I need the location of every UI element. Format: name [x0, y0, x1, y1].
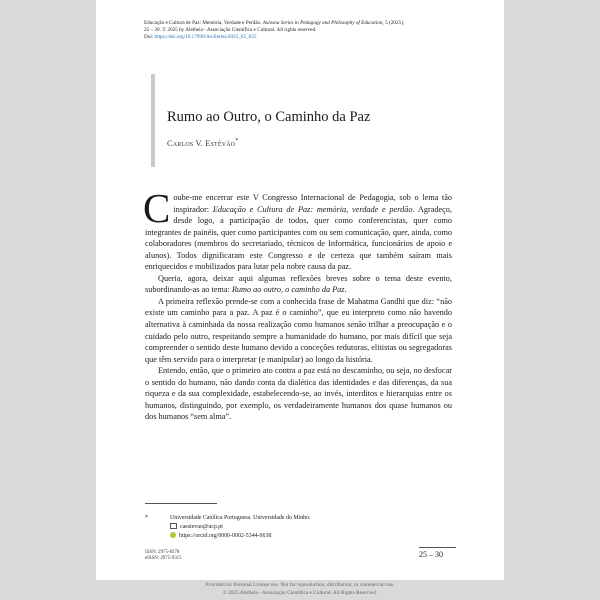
issn-print: ISSN: 2975-8378	[145, 550, 180, 555]
footnote-divider	[145, 503, 217, 504]
orcid-icon	[170, 532, 176, 538]
footnote-orcid	[170, 532, 452, 541]
citation-line-2: 25 – 30. © 2025 by Aletheia - Associação Científica e Cultural. All rights reserved.	[144, 27, 317, 33]
page-range: 25 – 30	[419, 550, 443, 559]
author-footnote-mark[interactable]: *	[235, 138, 239, 144]
series-name: Axiosna Series in Pedagogy and Philosophy of Education	[262, 20, 383, 26]
paragraph-2: Queria, agora, deixar aqui algumas reflexões breves sobre o tema deste evento, subordinando-as ao tema: Rumo ao outro, o caminho da Paz.	[145, 273, 452, 295]
paragraph-1: Coube-me encerrar este V Congresso Internacional de Pedagogia, sob o lema tão inspirador: Educação e Cultura de Paz: memória, verdade e perdão. Agradeço, desde logo, a participação de todos, quer como conferencistas, quer como integrantes de painéis, quer como participantes com ou sem comunicação, quer, ainda, como colaboradores (membros do secretariado, técnicos de Informática, funcionários de apoio e alunos). Todos dignificaram este Congresso e de certeza que também saíram mais enriquecidos e mobilizados para lutar pela nobre causa da paz.	[143, 185, 452, 272]
paragraph-4: Entendo, então, que o primeiro ato contra a paz está no descaminho, ou seja, no desfocar o sentido do humano, não dando conta da dialética das identidades e das diferenças, da sua riqueza e da sua complexidade, estabelecendo-se, ao invés, interditos e hierarquias entre os humanos, distinguindo, por exemplo, os verdadeiramente humanos dos quase humanos ou dos humanos “sem alma”.	[145, 366, 452, 422]
footnote-mark: *	[145, 515, 148, 521]
issn-electronic: eISSN: 2975-9315	[145, 556, 182, 562]
footnote-email	[170, 523, 452, 532]
mail-icon	[170, 523, 177, 529]
paragraph-3: A primeira reflexão prende-se com a conhecida frase de Mahatma Gandhi que diz: “não existe um caminho para a paz. A paz é o caminho”, que eu interpreto como não havendo alternativa à caminhada da nossa realização como humanos senão trilhar a preocupação e o cuidado pelo outro, respeitando sempre a humanidade do humano, por mais difícil que seja compreender o sentido deste humano devido a conceções redutoras, elitistas ou segregadoras que têm servido para o interpretar (e manipular) ao longo da história.	[145, 296, 452, 364]
article-body	[143, 185, 452, 423]
orcid-link[interactable]: https://orcid.org/0000-0002-5344-0638	[179, 533, 272, 539]
doi-line: Doi: https://doi.org/10.17990/AxiSeries/2025_05_025	[144, 34, 257, 40]
license-line-2: © 2025 Aletheia - Associação Científica e Cultural. All Rights Reserved.	[222, 590, 378, 596]
doi-link[interactable]: https://doi.org/10.17990/AxiSeries/2025_05_025	[154, 34, 257, 40]
author-name: Carlos V. Estêvão	[167, 138, 236, 148]
decorative-vertical-bar	[151, 74, 155, 167]
footnote-affiliation: * Universidade Católica Portuguesa. Universidade do Minho.	[145, 515, 311, 521]
citation-header	[144, 20, 464, 41]
footnote	[145, 514, 452, 541]
license-line-1: Provided for Personal License use. Not for reproduction, distribution, or commercial use.	[205, 582, 395, 588]
citation-line-1: Educação e Cultura de Paz: Memória, Verdade e Perdão. Axiosna Series in Pedagogy and Philosophy of Education, 5 (2025),	[144, 20, 405, 26]
page-range-divider	[419, 547, 456, 548]
issn-block	[145, 550, 182, 563]
article-title: Rumo ao Outro, o Caminho da Paz	[167, 109, 371, 125]
article-author	[167, 138, 239, 148]
email-link[interactable]: caestevao@ucp.pt	[180, 524, 223, 530]
drop-cap: C	[143, 185, 171, 231]
license-notice	[0, 581, 600, 597]
